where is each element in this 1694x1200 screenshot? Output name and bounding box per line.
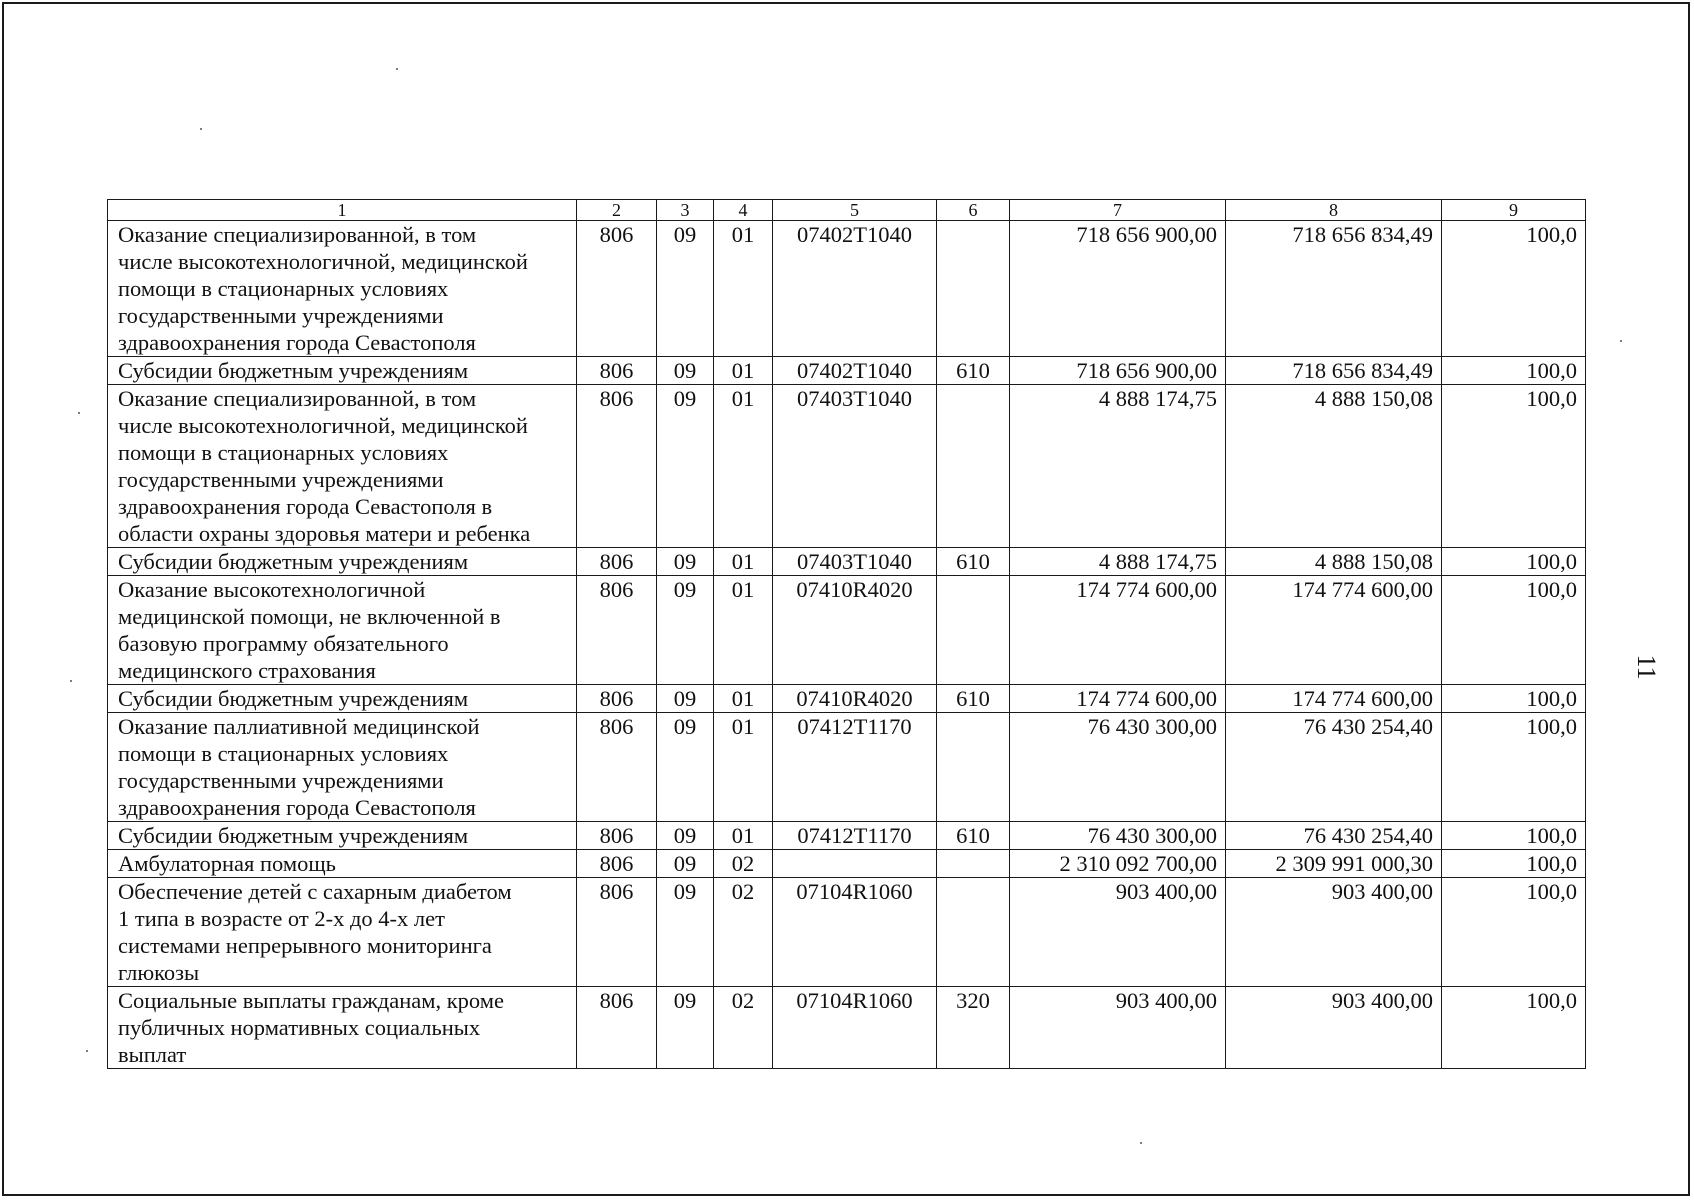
subsection-code-cell: 01 (714, 357, 773, 385)
description-line: Субсидии бюджетным учреждениям (118, 823, 469, 848)
header-cell-4: 4 (714, 200, 773, 221)
description-line: Обеспечение детей с сахарным диабетом (118, 879, 512, 904)
target-article-cell (773, 850, 937, 878)
expense-type-cell (937, 221, 1010, 357)
approved-amount-cell: 903 400,00 (1010, 987, 1226, 1069)
table-row (108, 385, 1586, 548)
section-code-cell: 09 (657, 987, 714, 1069)
row-description (108, 822, 577, 850)
ministry-code-cell: 806 (577, 878, 657, 987)
description-line: системами непрерывного мониторинга (118, 933, 492, 958)
execution-percent-cell: 100,0 (1442, 385, 1586, 548)
header-cell-1: 1 (108, 200, 577, 221)
executed-amount-cell: 4 888 150,08 (1226, 385, 1442, 548)
approved-amount-cell: 4 888 174,75 (1010, 385, 1226, 548)
section-code-cell: 09 (657, 357, 714, 385)
table-row (108, 713, 1586, 822)
row-description (108, 548, 577, 576)
table-row (108, 357, 1586, 385)
scan-speck (1620, 340, 1622, 342)
section-code-cell: 09 (657, 878, 714, 987)
description-line: Субсидии бюджетным учреждениям (118, 358, 469, 383)
description-line: числе высокотехнологичной, медицинской (118, 249, 528, 274)
description-line: базовую программу обязательного (118, 631, 449, 656)
execution-percent-cell: 100,0 (1442, 221, 1586, 357)
header-cell-9: 9 (1442, 200, 1586, 221)
execution-percent-cell: 100,0 (1442, 685, 1586, 713)
header-cell-6: 6 (937, 200, 1010, 221)
description-line: Оказание специализированной, в том (118, 222, 477, 247)
description-line: Субсидии бюджетным учреждениям (118, 549, 469, 574)
approved-amount-cell: 174 774 600,00 (1010, 685, 1226, 713)
row-description (108, 878, 577, 987)
section-code-cell: 09 (657, 221, 714, 357)
description-line: помощи в стационарных условиях (118, 440, 449, 465)
table-body (108, 200, 1586, 1069)
scan-speck (1140, 1142, 1142, 1144)
description-line: 1 типа в возрасте от 2-х до 4-х лет (118, 906, 445, 931)
row-description (108, 357, 577, 385)
header-cell-8: 8 (1226, 200, 1442, 221)
ministry-code-cell: 806 (577, 548, 657, 576)
scan-speck (200, 128, 202, 130)
table-row (108, 987, 1586, 1069)
subsection-code-cell: 01 (714, 221, 773, 357)
scan-speck (396, 68, 398, 70)
ministry-code-cell: 806 (577, 987, 657, 1069)
executed-amount-cell: 76 430 254,40 (1226, 822, 1442, 850)
section-code-cell: 09 (657, 713, 714, 822)
ministry-code-cell: 806 (577, 576, 657, 685)
subsection-code-cell: 02 (714, 987, 773, 1069)
header-cell-3: 3 (657, 200, 714, 221)
expense-type-cell: 610 (937, 548, 1010, 576)
expense-type-cell (937, 878, 1010, 987)
ministry-code-cell: 806 (577, 357, 657, 385)
subsection-code-cell: 01 (714, 713, 773, 822)
expense-type-cell (937, 850, 1010, 878)
expense-type-cell: 320 (937, 987, 1010, 1069)
target-article-cell: 07402Т1040 (773, 221, 937, 357)
section-code-cell: 09 (657, 548, 714, 576)
executed-amount-cell: 903 400,00 (1226, 878, 1442, 987)
row-description (108, 576, 577, 685)
target-article-cell: 07403Т1040 (773, 385, 937, 548)
row-description (108, 713, 577, 822)
approved-amount-cell: 76 430 300,00 (1010, 822, 1226, 850)
description-line: Оказание паллиативной медицинской (118, 714, 480, 739)
section-code-cell: 09 (657, 822, 714, 850)
subsection-code-cell: 01 (714, 685, 773, 713)
executed-amount-cell: 76 430 254,40 (1226, 713, 1442, 822)
description-line: здравоохранения города Севастополя в (118, 494, 493, 519)
target-article-cell: 07412Т1170 (773, 713, 937, 822)
ministry-code-cell: 806 (577, 713, 657, 822)
expense-type-cell (937, 713, 1010, 822)
expense-type-cell (937, 385, 1010, 548)
table-row (108, 822, 1586, 850)
header-row (108, 200, 1586, 221)
approved-amount-cell: 903 400,00 (1010, 878, 1226, 987)
description-line: глюкозы (118, 960, 200, 985)
subsection-code-cell: 01 (714, 576, 773, 685)
approved-amount-cell: 174 774 600,00 (1010, 576, 1226, 685)
subsection-code-cell: 01 (714, 385, 773, 548)
executed-amount-cell: 718 656 834,49 (1226, 221, 1442, 357)
executed-amount-cell: 2 309 991 000,30 (1226, 850, 1442, 878)
target-article-cell: 07402Т1040 (773, 357, 937, 385)
execution-percent-cell: 100,0 (1442, 548, 1586, 576)
description-line: медицинской помощи, не включенной в (118, 604, 501, 629)
target-article-cell: 07410R4020 (773, 685, 937, 713)
scan-speck (70, 680, 72, 682)
subsection-code-cell: 01 (714, 548, 773, 576)
execution-percent-cell: 100,0 (1442, 713, 1586, 822)
subsection-code-cell: 02 (714, 878, 773, 987)
description-line: выплат (118, 1042, 187, 1067)
row-description (108, 987, 577, 1069)
target-article-cell: 07412Т1170 (773, 822, 937, 850)
executed-amount-cell: 903 400,00 (1226, 987, 1442, 1069)
expense-type-cell: 610 (937, 685, 1010, 713)
description-line: здравоохранения города Севастополя (118, 795, 476, 820)
description-line: здравоохранения города Севастополя (118, 330, 476, 355)
description-line: Амбулаторная помощь (118, 851, 336, 876)
expense-type-cell (937, 576, 1010, 685)
executed-amount-cell: 174 774 600,00 (1226, 685, 1442, 713)
table-row (108, 878, 1586, 987)
approved-amount-cell: 2 310 092 700,00 (1010, 850, 1226, 878)
description-line: помощи в стационарных условиях (118, 276, 449, 301)
target-article-cell: 07104R1060 (773, 987, 937, 1069)
subsection-code-cell: 02 (714, 850, 773, 878)
subsection-code-cell: 01 (714, 822, 773, 850)
row-description (108, 221, 577, 357)
table-row (108, 548, 1586, 576)
table-row (108, 685, 1586, 713)
target-article-cell: 07104R1060 (773, 878, 937, 987)
row-description (108, 850, 577, 878)
execution-percent-cell: 100,0 (1442, 878, 1586, 987)
table-row (108, 221, 1586, 357)
budget-table (107, 199, 1586, 1069)
description-line: Субсидии бюджетным учреждениям (118, 686, 469, 711)
header-cell-5: 5 (773, 200, 937, 221)
approved-amount-cell: 718 656 900,00 (1010, 221, 1226, 357)
description-line: области охраны здоровья матери и ребенка (118, 521, 531, 546)
section-code-cell: 09 (657, 576, 714, 685)
approved-amount-cell: 718 656 900,00 (1010, 357, 1226, 385)
approved-amount-cell: 76 430 300,00 (1010, 713, 1226, 822)
execution-percent-cell: 100,0 (1442, 576, 1586, 685)
approved-amount-cell: 4 888 174,75 (1010, 548, 1226, 576)
header-cell-7: 7 (1010, 200, 1226, 221)
section-code-cell: 09 (657, 850, 714, 878)
ministry-code-cell: 806 (577, 221, 657, 357)
section-code-cell: 09 (657, 685, 714, 713)
description-line: числе высокотехнологичной, медицинской (118, 413, 528, 438)
executed-amount-cell: 718 656 834,49 (1226, 357, 1442, 385)
execution-percent-cell: 100,0 (1442, 822, 1586, 850)
description-line: медицинского страхования (118, 658, 376, 683)
execution-percent-cell: 100,0 (1442, 357, 1586, 385)
executed-amount-cell: 174 774 600,00 (1226, 576, 1442, 685)
page-number: 11 (1632, 654, 1661, 680)
header-cell-2: 2 (577, 200, 657, 221)
description-line: помощи в стационарных условиях (118, 741, 449, 766)
executed-amount-cell: 4 888 150,08 (1226, 548, 1442, 576)
row-description (108, 685, 577, 713)
execution-percent-cell: 100,0 (1442, 987, 1586, 1069)
section-code-cell: 09 (657, 385, 714, 548)
expense-type-cell: 610 (937, 822, 1010, 850)
description-line: Оказание специализированной, в том (118, 386, 477, 411)
table-row (108, 576, 1586, 685)
description-line: государственными учреждениями (118, 467, 444, 492)
scan-speck (78, 412, 80, 414)
description-line: государственными учреждениями (118, 768, 444, 793)
ministry-code-cell: 806 (577, 385, 657, 548)
ministry-code-cell: 806 (577, 685, 657, 713)
ministry-code-cell: 806 (577, 822, 657, 850)
execution-percent-cell: 100,0 (1442, 850, 1586, 878)
expense-type-cell: 610 (937, 357, 1010, 385)
description-line: публичных нормативных социальных (118, 1015, 481, 1040)
target-article-cell: 07403Т1040 (773, 548, 937, 576)
row-description (108, 385, 577, 548)
table-row (108, 850, 1586, 878)
ministry-code-cell: 806 (577, 850, 657, 878)
target-article-cell: 07410R4020 (773, 576, 937, 685)
scan-speck (86, 1050, 88, 1052)
description-line: Оказание высокотехнологичной (118, 577, 426, 602)
description-line: Социальные выплаты гражданам, кроме (118, 988, 504, 1013)
description-line: государственными учреждениями (118, 303, 444, 328)
